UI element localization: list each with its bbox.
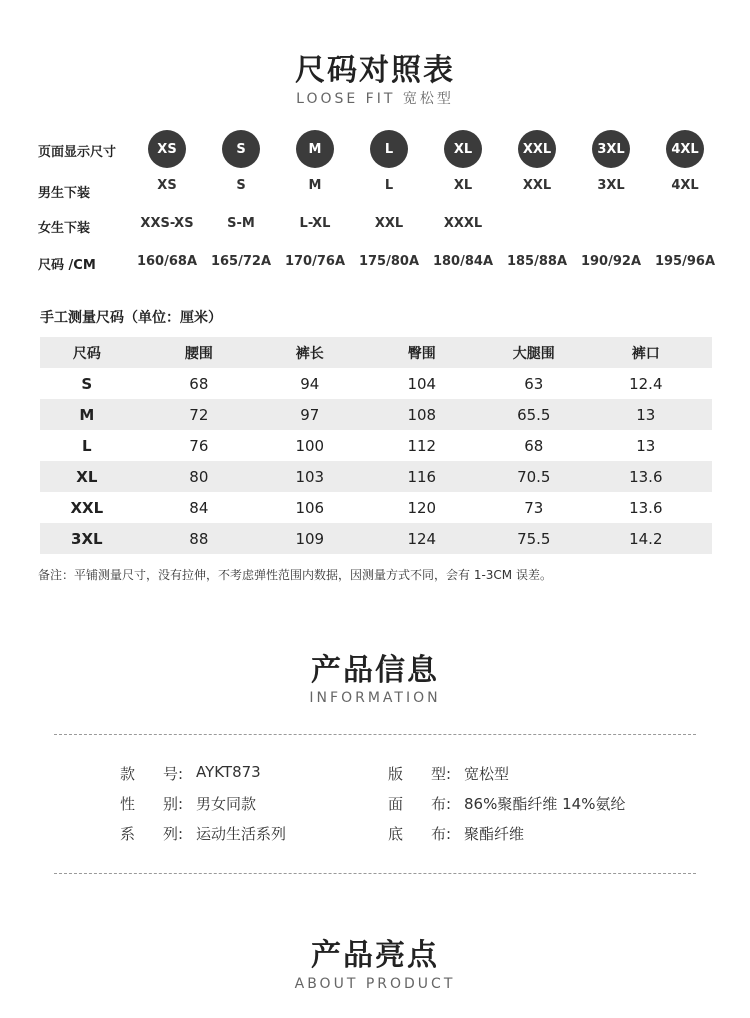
measure-cell: 76 bbox=[189, 436, 209, 455]
measure-cell: 13 bbox=[636, 405, 656, 424]
measure-table bbox=[40, 337, 712, 554]
male-size-cell: S bbox=[236, 178, 246, 193]
male-size-cell: 3XL bbox=[597, 178, 625, 193]
info-row bbox=[0, 793, 750, 815]
info-key: 布: bbox=[431, 795, 452, 813]
size-cm-cell: 160/68A bbox=[136, 254, 198, 269]
measure-cell: 106 bbox=[295, 498, 325, 517]
measure-cell: 104 bbox=[407, 374, 437, 393]
measure-cell: 75.5 bbox=[517, 529, 551, 548]
size-cm-cell: 165/72A bbox=[210, 254, 272, 269]
measure-cell: 112 bbox=[407, 436, 437, 455]
measure-cell: 109 bbox=[295, 529, 325, 548]
table-row bbox=[40, 430, 712, 461]
female-size-cell: XXL bbox=[374, 216, 404, 231]
measure-cell: 65.5 bbox=[517, 405, 551, 424]
info-value: 宽松型 bbox=[464, 765, 510, 783]
size-circle: S bbox=[222, 130, 260, 168]
divider-bottom bbox=[54, 873, 696, 874]
info-value: 86%聚酯纤维 14%氨纶 bbox=[464, 795, 626, 813]
measure-cell: 97 bbox=[300, 405, 320, 424]
info-key: 性 bbox=[120, 795, 136, 813]
row-size-cell: XL bbox=[76, 467, 98, 486]
row-size-cell: S bbox=[81, 374, 93, 393]
measure-cell: 88 bbox=[189, 529, 209, 548]
table-row bbox=[40, 461, 712, 492]
row-size-cell: XXL bbox=[70, 498, 104, 517]
info-key: 底 bbox=[388, 825, 404, 843]
male-size-cell: L bbox=[384, 178, 394, 193]
row-label-display-size: 页面显示尺寸 bbox=[38, 145, 117, 160]
male-size-cell: XL bbox=[453, 178, 473, 193]
header-waist: 腰围 bbox=[184, 345, 213, 362]
table-row bbox=[40, 399, 712, 430]
info-title: 产品信息 bbox=[311, 653, 439, 688]
size-cm-cell: 185/88A bbox=[506, 254, 568, 269]
info-value: 男女同款 bbox=[196, 795, 257, 813]
size-chart-subtitle: LOOSE FIT 宽松型 bbox=[296, 91, 454, 107]
info-value: 运动生活系列 bbox=[196, 825, 287, 843]
row-size-cell: M bbox=[79, 405, 95, 424]
measure-cell: 63 bbox=[524, 374, 544, 393]
info-key: 款 bbox=[120, 765, 136, 783]
info-subtitle: INFORMATION bbox=[309, 690, 441, 706]
size-cm-cell: 175/80A bbox=[358, 254, 420, 269]
about-title: 产品亮点 bbox=[311, 938, 439, 973]
table-row bbox=[40, 523, 712, 554]
measure-cell: 116 bbox=[407, 467, 437, 486]
info-key: 版 bbox=[388, 765, 404, 783]
measure-cell: 12.4 bbox=[629, 374, 663, 393]
measure-cell: 84 bbox=[189, 498, 209, 517]
header-hip: 臀围 bbox=[407, 345, 436, 362]
measure-table-header bbox=[40, 337, 712, 368]
male-size-cell: 4XL bbox=[671, 178, 699, 193]
row-size-cell: L bbox=[82, 436, 92, 455]
measure-cell: 13.6 bbox=[629, 467, 663, 486]
measure-cell: 68 bbox=[524, 436, 544, 455]
male-size-cell: XS bbox=[157, 178, 177, 193]
measure-cell: 108 bbox=[407, 405, 437, 424]
measure-cell: 124 bbox=[407, 529, 437, 548]
header-size: 尺码 bbox=[72, 345, 101, 362]
measure-cell: 70.5 bbox=[517, 467, 551, 486]
female-size-cell: L-XL bbox=[299, 216, 331, 231]
female-size-cell: XXS-XS bbox=[140, 216, 194, 231]
about-subtitle: ABOUT PRODUCT bbox=[294, 976, 456, 992]
info-key: 号: bbox=[163, 765, 184, 783]
row-label-size-cm: 尺码 /CM bbox=[38, 258, 96, 273]
measure-note: 备注：平铺测量尺寸，没有拉伸，不考虑弹性范围内数据，因测量方式不同，会有 1-3CM 误差。 bbox=[38, 568, 552, 582]
measure-cell: 103 bbox=[295, 467, 325, 486]
info-key: 型: bbox=[431, 765, 452, 783]
table-row bbox=[40, 368, 712, 399]
measure-cell: 94 bbox=[300, 374, 320, 393]
measure-cell: 73 bbox=[524, 498, 544, 517]
header-leg-opening: 裤口 bbox=[631, 345, 660, 362]
measure-cell: 14.2 bbox=[629, 529, 663, 548]
info-key: 面 bbox=[388, 795, 404, 813]
measure-cell: 80 bbox=[189, 467, 209, 486]
info-row bbox=[0, 763, 750, 785]
female-size-cell: S-M bbox=[227, 216, 255, 231]
size-cm-cell: 170/76A bbox=[284, 254, 346, 269]
measure-table-title: 手工测量尺码（单位：厘米） bbox=[40, 310, 222, 326]
divider-top bbox=[54, 734, 696, 735]
info-row bbox=[0, 823, 750, 845]
measure-cell: 72 bbox=[189, 405, 209, 424]
male-size-cell: XXL bbox=[522, 178, 552, 193]
size-circle: 4XL bbox=[666, 130, 704, 168]
measure-cell: 68 bbox=[189, 374, 209, 393]
size-chart-title: 尺码对照表 bbox=[295, 53, 455, 88]
size-cm-cell: 180/84A bbox=[432, 254, 494, 269]
size-cm-cell: 195/96A bbox=[654, 254, 716, 269]
size-circle: L bbox=[370, 130, 408, 168]
table-row bbox=[40, 492, 712, 523]
header-thigh: 大腿围 bbox=[512, 345, 555, 362]
measure-cell: 120 bbox=[407, 498, 437, 517]
size-circle: M bbox=[296, 130, 334, 168]
info-value: 聚酯纤维 bbox=[464, 825, 525, 843]
info-key: 系 bbox=[120, 825, 136, 843]
male-size-cell: M bbox=[308, 178, 322, 193]
row-label-male-bottoms: 男生下装 bbox=[38, 186, 91, 201]
measure-cell: 13.6 bbox=[629, 498, 663, 517]
size-circle: XXL bbox=[518, 130, 556, 168]
size-cm-cell: 190/92A bbox=[580, 254, 642, 269]
header-length: 裤长 bbox=[295, 345, 324, 362]
info-key: 别: bbox=[163, 795, 184, 813]
info-key: 布: bbox=[431, 825, 452, 843]
size-circle: XS bbox=[148, 130, 186, 168]
info-value: AYKT873 bbox=[196, 763, 261, 781]
female-size-cell: XXXL bbox=[443, 216, 483, 231]
info-key: 列: bbox=[163, 825, 184, 843]
row-size-cell: 3XL bbox=[71, 529, 103, 548]
row-label-female-bottoms: 女生下装 bbox=[38, 221, 91, 236]
size-circle: XL bbox=[444, 130, 482, 168]
size-circle: 3XL bbox=[592, 130, 630, 168]
measure-cell: 100 bbox=[295, 436, 325, 455]
measure-cell: 13 bbox=[636, 436, 656, 455]
